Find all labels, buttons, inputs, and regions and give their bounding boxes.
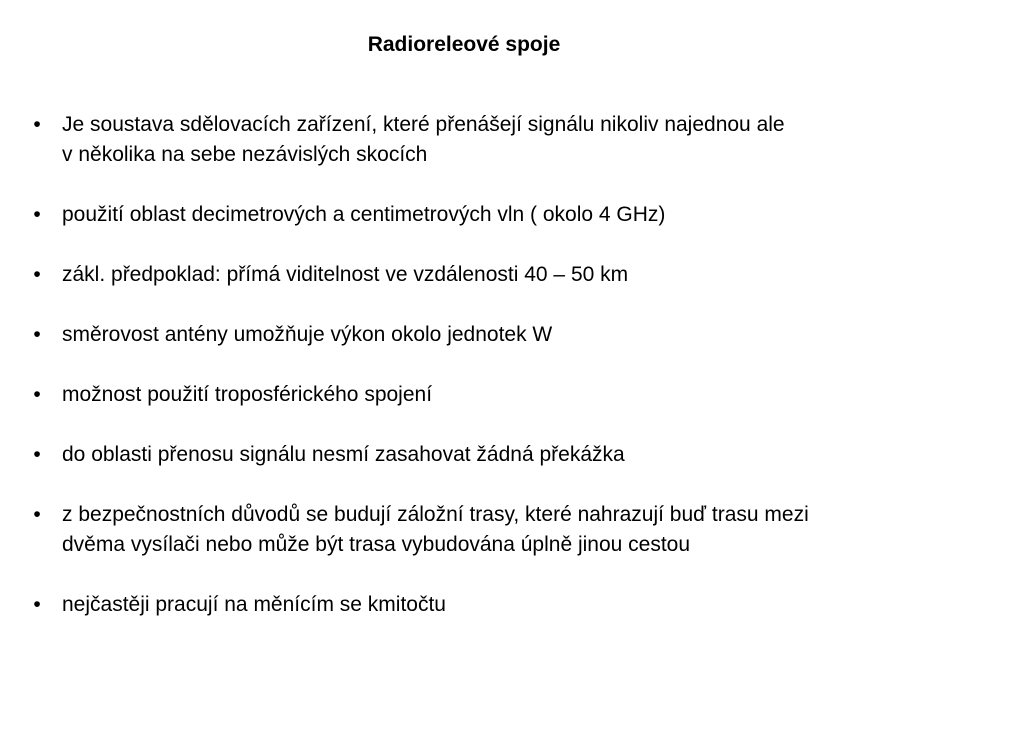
bullet-text <box>62 500 1000 560</box>
bullet-icon: • <box>33 113 41 136</box>
slide-title: Radioreleové spoje <box>367 33 561 56</box>
bullet-line: nejčastěji pracují na měnícím se kmitočtu <box>62 593 446 616</box>
bullet-icon: • <box>33 593 41 616</box>
bullet-text <box>62 200 1000 230</box>
bullet-item <box>0 110 1000 170</box>
bullet-icon: • <box>33 443 41 466</box>
bullet-line: směrovost antény umožňuje výkon okolo jednotek W <box>62 323 553 346</box>
bullet-text <box>62 380 1000 410</box>
bullet-item <box>0 260 1000 290</box>
bullet-text <box>62 590 1000 620</box>
bullet-item <box>0 440 1000 470</box>
bullet-list <box>0 110 1000 650</box>
bullet-icon: • <box>33 323 41 346</box>
bullet-item <box>0 380 1000 410</box>
bullet-line: z bezpečnostních důvodů se budují záložní trasy, které nahrazují buď trasu mezi <box>62 503 809 526</box>
bullet-item <box>0 200 1000 230</box>
bullet-icon: • <box>33 503 41 526</box>
bullet-line: dvěma vysílači nebo může být trasa vybudována úplně jinou cestou <box>62 533 691 556</box>
bullet-text <box>62 110 1000 170</box>
bullet-icon: • <box>33 263 41 286</box>
bullet-line: použití oblast decimetrových a centimetrových vln ( okolo 4 GHz) <box>62 203 666 226</box>
bullet-line: do oblasti přenosu signálu nesmí zasahovat žádná překážka <box>62 443 625 466</box>
bullet-line: možnost použití troposférického spojení <box>62 383 433 406</box>
bullet-text <box>62 320 1000 350</box>
bullet-line: v několika na sebe nezávislých skocích <box>62 143 428 166</box>
bullet-line: Je soustava sdělovacích zařízení, které přenášejí signálu nikoliv najednou ale <box>62 113 785 136</box>
bullet-icon: • <box>33 383 41 406</box>
bullet-text <box>62 440 1000 470</box>
bullet-item <box>0 500 1000 560</box>
bullet-item <box>0 320 1000 350</box>
bullet-line: zákl. předpoklad: přímá viditelnost ve vzdálenosti 40 – 50 km <box>62 263 629 286</box>
bullet-icon: • <box>33 203 41 226</box>
bullet-item <box>0 590 1000 620</box>
bullet-text <box>62 260 1000 290</box>
